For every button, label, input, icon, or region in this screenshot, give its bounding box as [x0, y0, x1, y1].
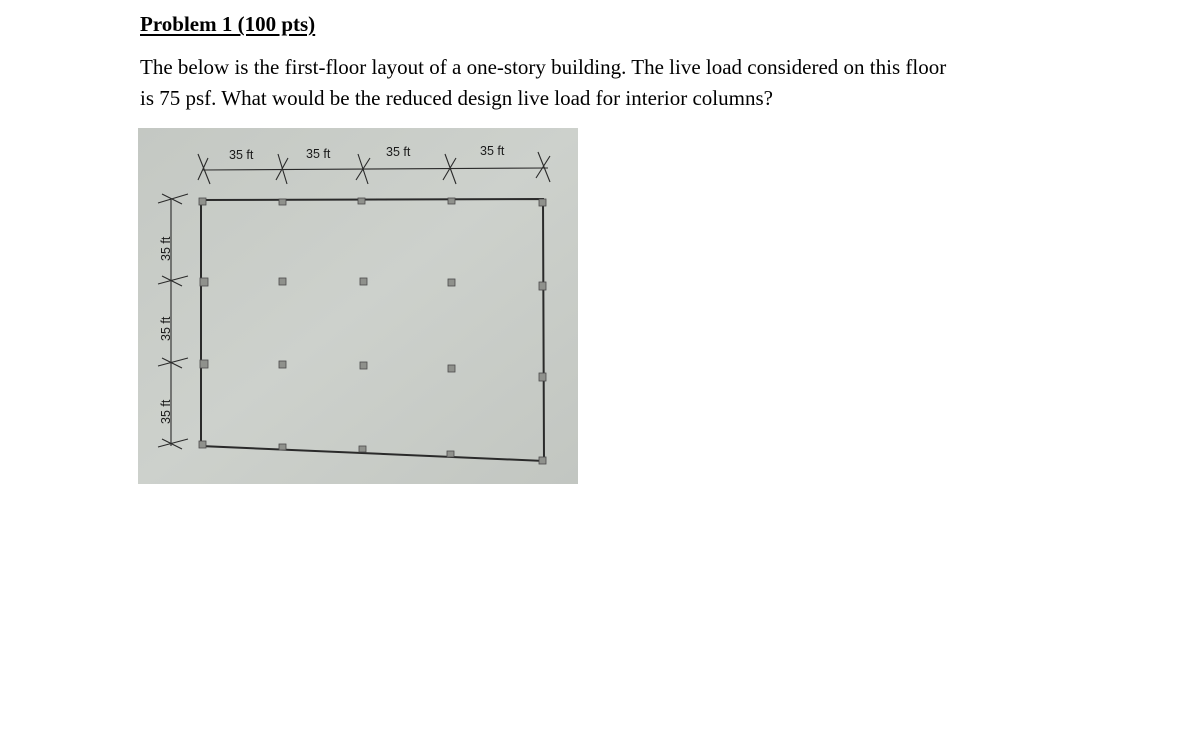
side-dimension-label-2: 35 ft	[159, 316, 173, 341]
column	[279, 444, 286, 450]
top-dimension-label-4: 35 ft	[480, 144, 505, 158]
column	[360, 362, 367, 369]
column	[448, 279, 455, 286]
problem-heading: Problem 1 (100 pts)	[140, 12, 316, 36]
column	[539, 457, 546, 464]
top-dimension-label-3: 35 ft	[386, 145, 411, 159]
problem-statement	[140, 52, 1060, 114]
column	[200, 278, 208, 286]
column	[279, 199, 286, 205]
column	[360, 278, 367, 285]
statement-line-2: is 75 psf. What would be the reduced design live load for interior columns?	[140, 86, 773, 110]
statement-line-1: The below is the first-floor layout of a one-story building. The live load considered on this floor	[140, 55, 947, 79]
column	[539, 373, 546, 381]
column	[199, 198, 206, 205]
column	[279, 361, 286, 368]
column	[199, 441, 206, 448]
floor-layout-figure	[138, 128, 578, 484]
top-dimension-label-2: 35 ft	[306, 147, 331, 161]
column	[539, 199, 546, 206]
column	[448, 198, 455, 204]
column	[539, 282, 546, 290]
column	[447, 451, 454, 457]
column	[448, 365, 455, 372]
column	[200, 360, 208, 368]
column	[279, 278, 286, 285]
side-dimension-label-3: 35 ft	[159, 399, 173, 424]
photo-background	[138, 128, 578, 484]
column	[359, 446, 366, 452]
column	[358, 198, 365, 204]
floor-plan-drawing	[138, 128, 578, 484]
side-dimension-label-1: 35 ft	[159, 236, 173, 261]
top-dimension-label-1: 35 ft	[229, 148, 254, 162]
